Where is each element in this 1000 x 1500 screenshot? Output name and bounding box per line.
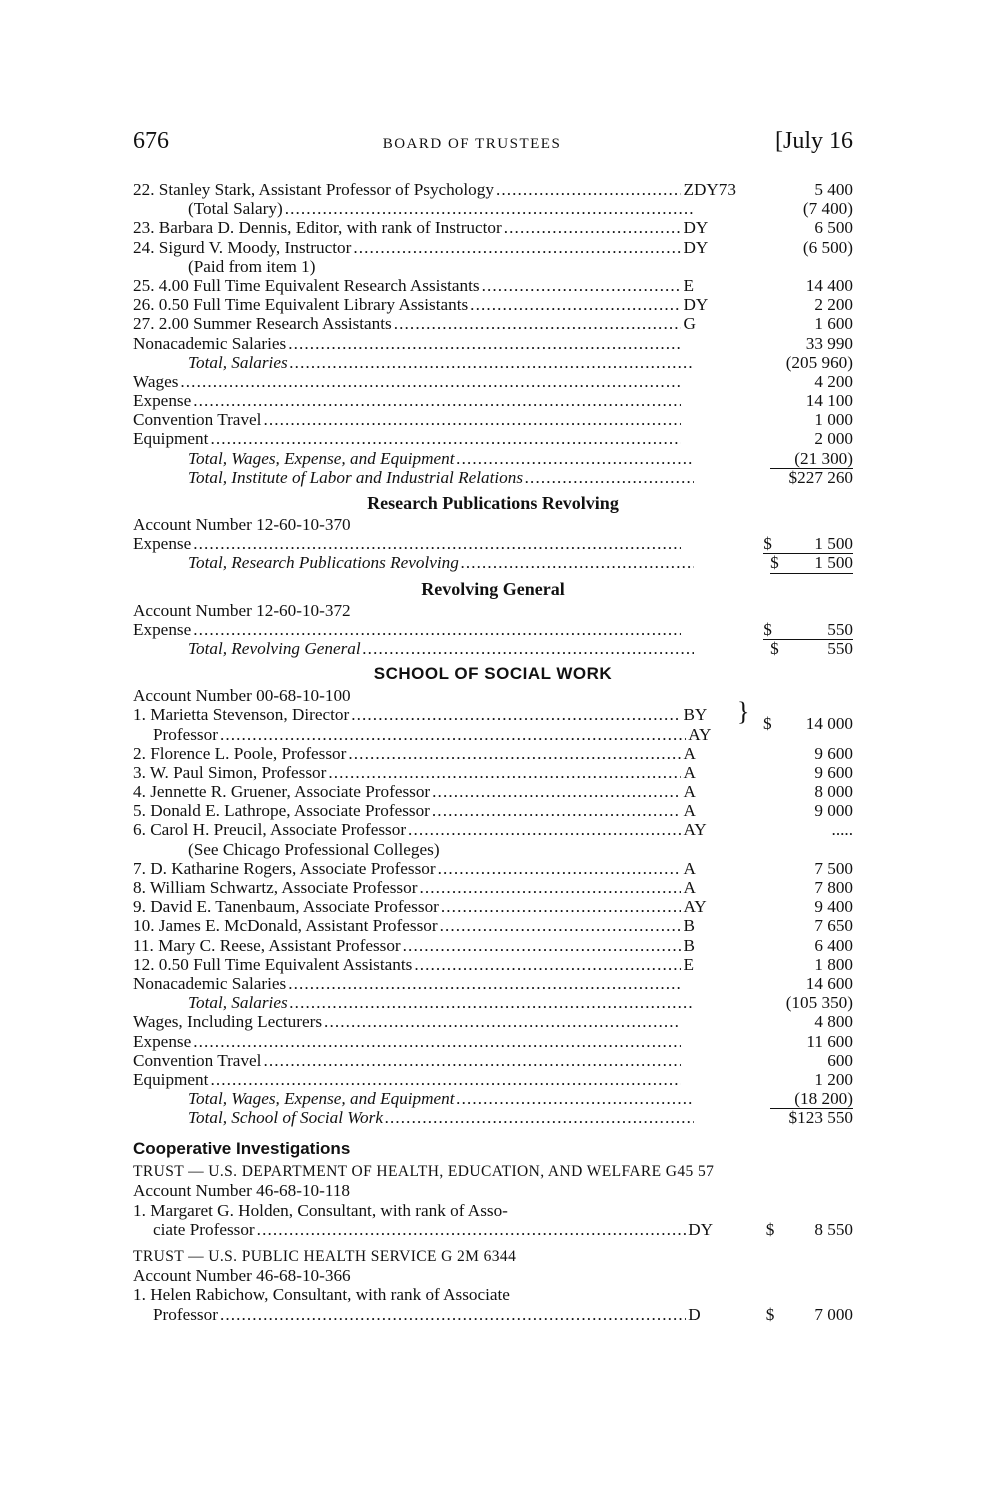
budget-row	[133, 218, 853, 237]
row-amount: 7 650	[814, 916, 853, 936]
row-description: 4. Jennette R. Gruener, Associate Professor	[133, 782, 431, 802]
row-description: 24. Sigurd V. Moody, Instructor	[133, 237, 352, 257]
research-publications-section	[133, 491, 853, 573]
row-code: AY	[688, 724, 712, 744]
dollar-sign: $	[765, 1219, 775, 1239]
running-head: BOARD OF TRUSTEES	[382, 136, 562, 152]
row-code: B	[683, 916, 695, 936]
dollar-sign: $	[763, 714, 772, 734]
page-number: 676	[133, 128, 169, 154]
row-description: 11. Mary C. Reese, Assistant Professor	[133, 935, 401, 955]
budget-row	[133, 1220, 853, 1239]
row-description: Professor	[153, 1304, 218, 1324]
budget-row	[133, 763, 853, 782]
row-code: DY	[683, 218, 709, 238]
budget-row	[133, 878, 853, 897]
row-code: E	[683, 275, 694, 295]
row-amount	[766, 1305, 853, 1324]
amount-value: 550	[827, 638, 853, 658]
budget-row	[133, 429, 853, 448]
budget-row	[133, 180, 853, 199]
row-code: A	[683, 762, 696, 782]
budget-row	[133, 534, 853, 553]
row-description: Expense	[133, 619, 192, 639]
amount-value: 8 550	[814, 1219, 853, 1239]
section-title: SCHOOL OF SOCIAL WORK	[373, 664, 613, 684]
budget-row	[133, 1089, 853, 1108]
dollar-sign: $	[765, 1304, 775, 1324]
row-description: Total, Salaries	[188, 352, 288, 372]
row-code: BY	[683, 705, 708, 725]
row-code: A	[683, 878, 696, 897]
row-description: Nonacademic Salaries	[133, 333, 287, 353]
row-description: Total, Wages, Expense, and Equipment	[188, 1089, 455, 1109]
budget-row	[133, 859, 853, 878]
budget-row	[133, 974, 853, 993]
cooperative-investigations-section	[133, 1136, 853, 1324]
row-amount: (7 400)	[802, 199, 853, 219]
row-description: (See Chicago Professional Colleges)	[188, 839, 440, 859]
row-amount: 6 500	[814, 218, 853, 238]
budget-row	[133, 782, 853, 801]
budget-row	[133, 468, 853, 487]
row-description: Total, Research Publications Revolving	[188, 553, 459, 573]
budget-row	[133, 276, 853, 295]
budget-row	[133, 620, 853, 639]
budget-row	[133, 1285, 853, 1304]
account-number-text: Account Number 12-60-10-370	[133, 515, 351, 534]
budget-row	[133, 955, 853, 974]
dollar-sign: $	[763, 534, 772, 554]
account-number	[133, 1181, 853, 1200]
row-amount: 9 600	[814, 743, 853, 763]
budget-row	[133, 820, 853, 839]
budget-row	[133, 1051, 853, 1070]
row-code: G	[683, 314, 696, 334]
budget-row	[133, 1201, 853, 1220]
budget-row	[133, 1032, 853, 1051]
account-number-text: Account Number 46-68-10-118	[133, 1181, 351, 1201]
budget-row	[133, 238, 853, 257]
director-amount	[763, 714, 853, 733]
row-amount: 7 500	[814, 858, 853, 878]
row-amount: 600	[827, 1050, 853, 1070]
row-amount	[763, 534, 853, 554]
budget-row	[133, 553, 853, 572]
row-code: AY	[683, 897, 707, 917]
row-description: Professor	[153, 724, 218, 744]
brace-mark: }	[737, 697, 750, 727]
budget-row	[133, 897, 853, 916]
row-description: 8. William Schwartz, Associate Professor	[133, 878, 418, 897]
row-code: B	[683, 935, 695, 955]
section-title: Revolving General	[421, 578, 565, 599]
account-number-text: Account Number 12-60-10-372	[133, 600, 351, 620]
row-description: Expense	[133, 1031, 192, 1051]
row-code: AY	[683, 820, 707, 840]
revolving-general-section	[133, 577, 853, 659]
row-amount: (18 200)	[770, 1089, 853, 1109]
budget-row	[133, 334, 853, 353]
row-amount: 8 000	[814, 782, 853, 802]
row-code: DY	[683, 237, 709, 257]
row-description: Expense	[133, 534, 192, 554]
budget-row	[133, 295, 853, 314]
row-description: 10. James E. McDonald, Assistant Professor	[133, 916, 438, 936]
row-code: ZDY73	[683, 180, 736, 199]
row-description: 1. Marietta Stevenson, Director	[133, 705, 350, 725]
dollar-sign: $	[770, 553, 779, 573]
dollar-sign: $	[770, 638, 779, 658]
row-amount: 1 000	[814, 410, 853, 430]
trust-heading	[133, 1162, 853, 1181]
account-number-text: Account Number 46-68-10-366	[133, 1266, 351, 1286]
row-description: Convention Travel	[133, 410, 262, 430]
row-description: 27. 2.00 Summer Research Assistants	[133, 314, 392, 334]
trust-heading-text: TRUST — U.S. PUBLIC HEALTH SERVICE G 2M 6344	[133, 1248, 517, 1265]
row-description: Wages	[133, 371, 179, 391]
account-number-text: Account Number 00-68-10-100	[133, 686, 351, 706]
row-code: E	[683, 954, 694, 974]
budget-row	[133, 1305, 853, 1324]
row-description: Total, Institute of Labor and Industrial Relations	[188, 467, 524, 487]
row-description: Nonacademic Salaries	[133, 973, 287, 993]
row-amount: (105 350)	[785, 993, 853, 1013]
row-description: Total, School of Social Work	[188, 1108, 383, 1128]
budget-row	[133, 449, 853, 468]
trust-heading	[133, 1247, 853, 1266]
budget-row	[133, 314, 853, 333]
row-amount	[763, 620, 853, 640]
row-amount: 9 600	[814, 762, 853, 782]
row-amount: 5 400	[814, 180, 853, 199]
budget-row	[133, 372, 853, 391]
section-title: Cooperative Investigations	[133, 1139, 351, 1159]
row-code: A	[683, 743, 696, 763]
row-description: 22. Stanley Stark, Assistant Professor of Psychology	[133, 180, 494, 199]
budget-row	[133, 353, 853, 372]
page-header	[133, 128, 853, 155]
account-number	[133, 601, 853, 620]
row-amount: (21 300)	[770, 449, 853, 469]
row-description: Equipment	[133, 429, 209, 449]
director-entry	[133, 697, 853, 744]
row-amount: (6 500)	[802, 237, 853, 257]
budget-row	[133, 639, 853, 658]
row-description: (Paid from item 1)	[188, 256, 316, 276]
row-amount: 14 400	[805, 275, 853, 295]
row-code: D	[688, 1304, 701, 1324]
row-description: Convention Travel	[133, 1050, 262, 1070]
amount-value: 14 000	[805, 714, 853, 734]
budget-row	[133, 801, 853, 820]
amount-value: 550	[827, 619, 853, 639]
amount-value: 1 500	[814, 534, 853, 554]
budget-row	[133, 744, 853, 763]
row-description: Total, Revolving General	[188, 638, 361, 658]
row-amount: 4 800	[814, 1012, 853, 1032]
row-description: ciate Professor	[153, 1219, 255, 1239]
row-amount: 14 100	[805, 391, 853, 411]
row-description: 3. W. Paul Simon, Professor	[133, 762, 327, 782]
social-work-section	[133, 662, 853, 1130]
budget-row	[133, 199, 853, 218]
budget-row	[133, 936, 853, 955]
row-code: DY	[688, 1219, 714, 1239]
row-description: 7. D. Katharine Rogers, Associate Professor	[133, 858, 436, 878]
row-amount: $227 260	[788, 467, 853, 487]
budget-row	[133, 725, 853, 744]
row-description: 1. Helen Rabichow, Consultant, with rank of Associate	[133, 1285, 510, 1305]
budget-row	[133, 257, 853, 276]
row-code: A	[683, 782, 696, 802]
row-description: 5. Donald E. Lathrope, Associate Professor	[133, 801, 430, 821]
section-title: Research Publications Revolving	[367, 493, 619, 513]
budget-row	[133, 993, 853, 1012]
row-description: Total, Salaries	[188, 993, 288, 1013]
row-amount: $123 550	[788, 1108, 853, 1128]
amount-value: 7 000	[814, 1304, 853, 1324]
page-date: [July 16	[775, 128, 853, 154]
row-amount: 2 000	[814, 429, 853, 449]
row-amount: 1 800	[814, 954, 853, 974]
row-description: 23. Barbara D. Dennis, Editor, with rank of Instructor	[133, 218, 502, 238]
amount-value: 1 500	[814, 553, 853, 573]
row-description: 26. 0.50 Full Time Equivalent Library Assistants	[133, 295, 469, 315]
labor-section	[133, 180, 853, 487]
row-amount: .....	[831, 820, 853, 840]
row-amount	[770, 553, 853, 573]
row-amount: 1 200	[814, 1069, 853, 1089]
row-amount	[766, 1220, 853, 1239]
row-description: 2. Florence L. Poole, Professor	[133, 743, 347, 763]
row-amount: 7 800	[814, 878, 853, 897]
account-number	[133, 1266, 853, 1285]
row-code: A	[683, 858, 696, 878]
row-amount: 9 000	[814, 801, 853, 821]
row-code: DY	[683, 295, 709, 315]
account-number	[133, 515, 853, 534]
row-description: (Total Salary)	[188, 199, 283, 219]
row-amount: 1 600	[814, 314, 853, 334]
budget-row	[133, 1070, 853, 1089]
row-description: Equipment	[133, 1069, 209, 1089]
row-description: 12. 0.50 Full Time Equivalent Assistants	[133, 954, 413, 974]
dollar-sign: $	[763, 619, 772, 639]
budget-row	[133, 840, 853, 859]
row-description: 25. 4.00 Full Time Equivalent Research Assistants	[133, 275, 480, 295]
budget-row	[133, 410, 853, 429]
row-description: Wages, Including Lecturers	[133, 1012, 323, 1032]
row-description: 1. Margaret G. Holden, Consultant, with rank of Asso-	[133, 1200, 508, 1220]
row-amount: 33 990	[805, 333, 853, 353]
row-description: Total, Wages, Expense, and Equipment	[188, 448, 455, 468]
budget-row	[133, 1012, 853, 1031]
trust-heading-text: TRUST — U.S. DEPARTMENT OF HEALTH, EDUCATION, AND WELFARE G45 57	[133, 1163, 715, 1181]
row-amount: 14 600	[805, 973, 853, 993]
budget-row	[133, 1108, 853, 1130]
row-amount: 4 200	[814, 371, 853, 391]
row-description: 9. David E. Tanenbaum, Associate Professor	[133, 897, 439, 917]
row-amount	[770, 639, 853, 658]
row-description: 6. Carol H. Preucil, Associate Professor	[133, 820, 407, 840]
budget-row	[133, 916, 853, 935]
row-amount: 11 600	[806, 1031, 853, 1051]
row-amount: (205 960)	[785, 352, 853, 372]
row-description: Expense	[133, 391, 192, 411]
budget-document	[133, 180, 853, 1324]
budget-row	[133, 391, 853, 410]
row-amount: 6 400	[814, 935, 853, 955]
row-code: A	[683, 801, 696, 821]
row-amount: 9 400	[814, 897, 853, 917]
row-amount: 2 200	[814, 295, 853, 315]
